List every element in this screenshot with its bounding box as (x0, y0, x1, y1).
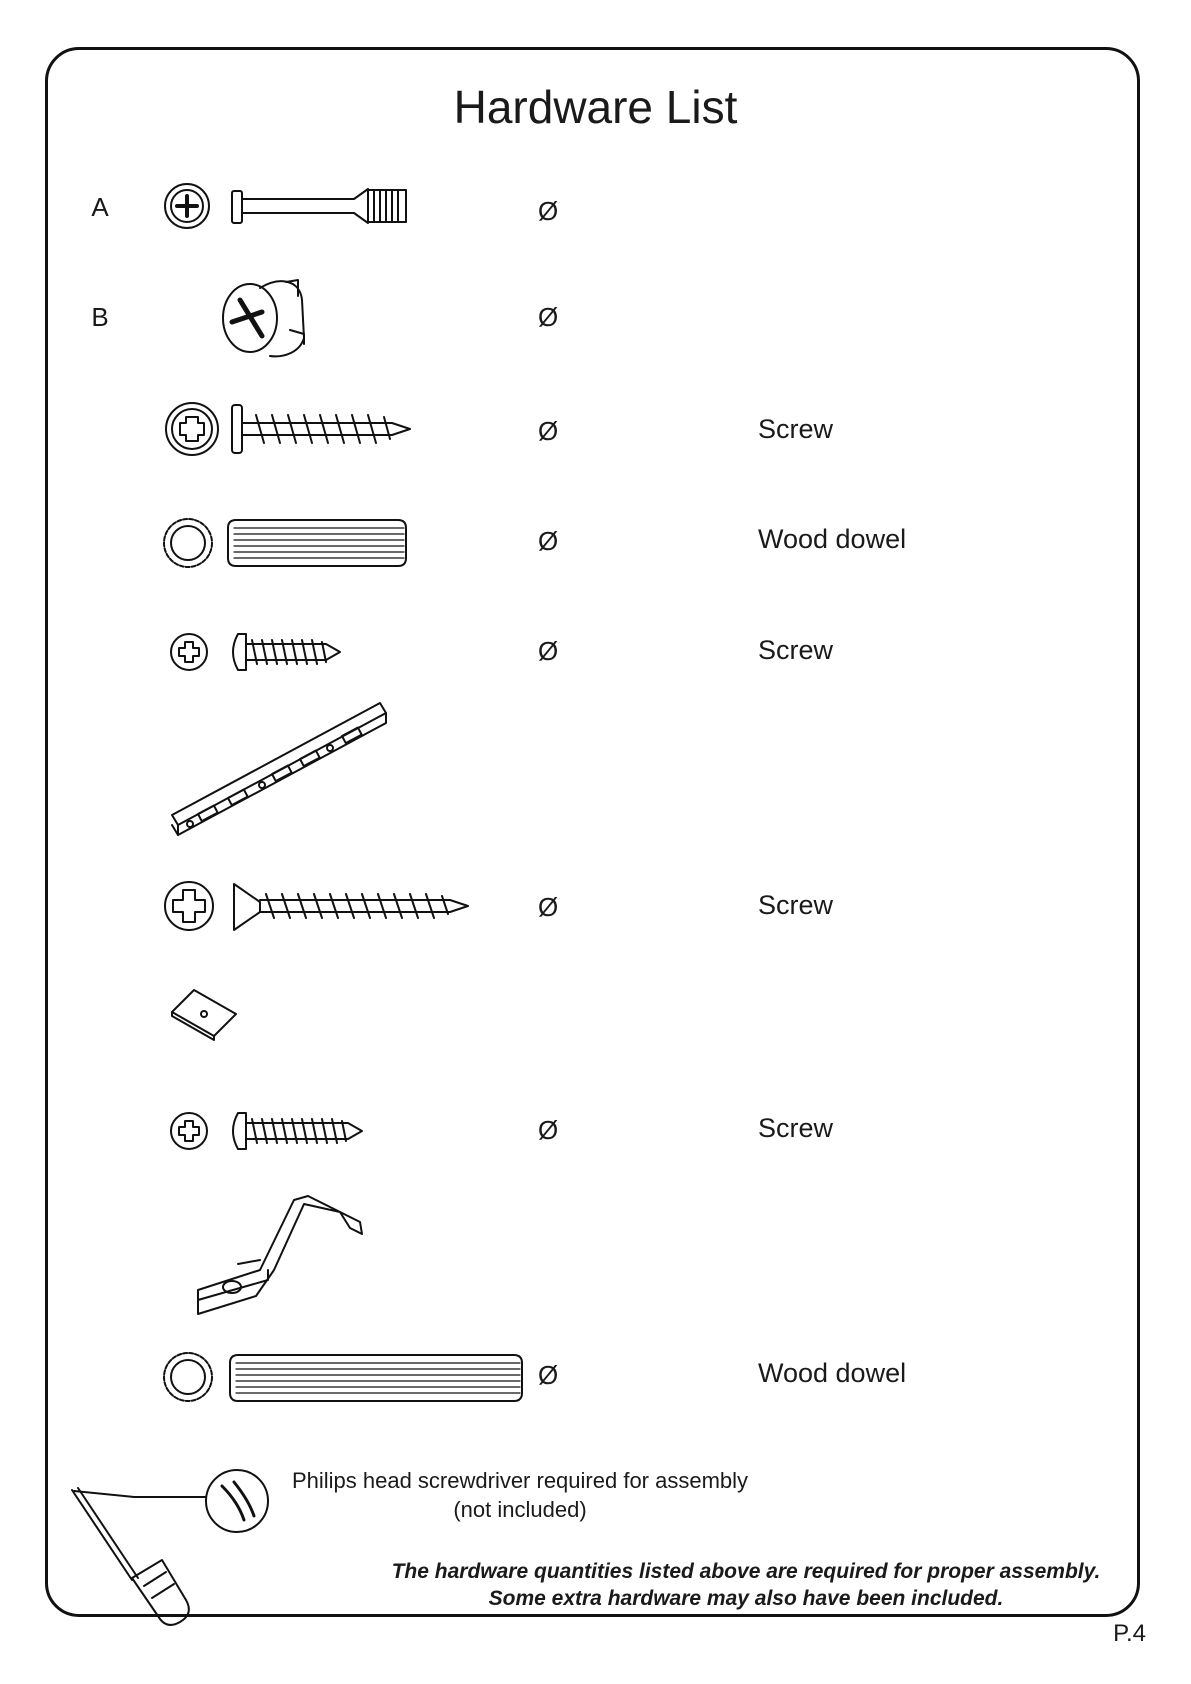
footer-line2: Some extra hardware may also have been included. (488, 1587, 1004, 1610)
item-diameter: Ø (538, 1115, 559, 1145)
pan-head-screw-icon (171, 634, 340, 670)
tool-note-line1: Philips head screwdriver required for assembly (291, 1468, 749, 1493)
item-label: Screw (758, 635, 834, 665)
item-label: Screw (758, 890, 834, 920)
footer-line1: The hardware quantities listed above are required for proper assembly. (391, 1560, 1101, 1583)
item-diameter: Ø (538, 416, 559, 446)
wood-dowel-icon (164, 519, 406, 567)
item-diameter: Ø (538, 302, 559, 332)
item-label: Screw (758, 414, 834, 444)
long-wood-dowel-icon (164, 1353, 522, 1401)
page-number: P.4 (1113, 1620, 1146, 1647)
flat-head-screw-icon (165, 882, 468, 930)
metal-plate-icon (172, 990, 236, 1040)
tool-note-line2: (not included) (453, 1497, 587, 1522)
item-diameter: Ø (538, 636, 559, 666)
item-letter-b: B (91, 302, 109, 332)
item-diameter: Ø (538, 526, 559, 556)
l-bracket-icon (198, 1196, 362, 1314)
washer-head-screw-icon (166, 403, 410, 455)
item-diameter: Ø (538, 1360, 559, 1390)
item-label: Wood dowel (758, 1358, 907, 1388)
item-diameter: Ø (538, 892, 559, 922)
page-title: Hardware List (453, 81, 738, 133)
item-label: Wood dowel (758, 524, 907, 554)
cam-lock-icon (223, 280, 304, 356)
connector-bolt-icon (165, 184, 406, 228)
item-label: Screw (758, 1113, 834, 1143)
pan-head-screw-icon (171, 1113, 362, 1149)
screwdriver-icon (72, 1470, 268, 1625)
item-diameter: Ø (538, 196, 559, 226)
drawer-rail-icon (172, 703, 386, 835)
item-letter-a: A (91, 192, 109, 222)
